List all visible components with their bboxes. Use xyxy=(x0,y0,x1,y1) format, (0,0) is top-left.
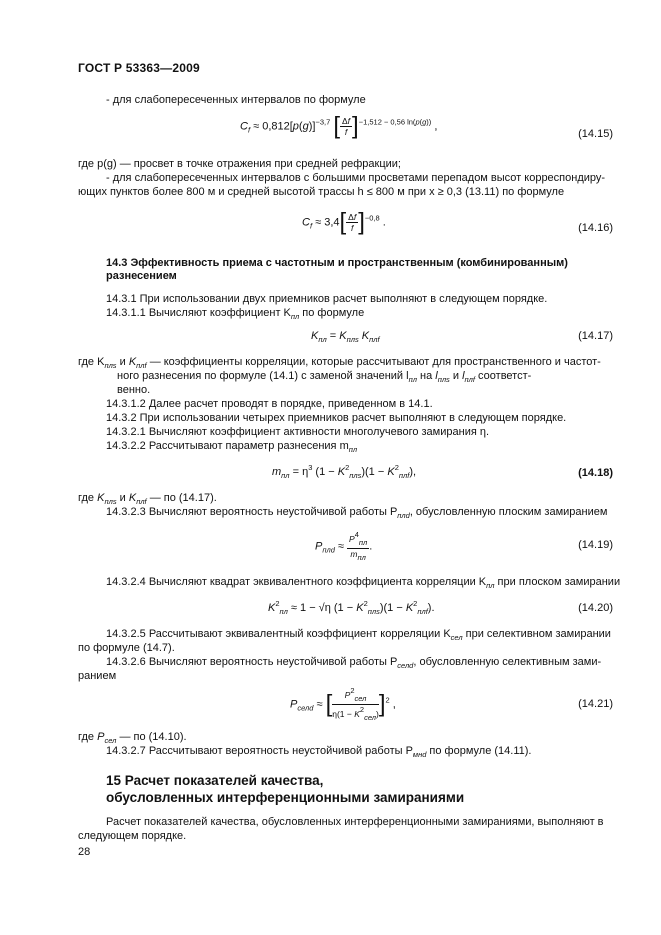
paragraph-14-3-2-5: 14.3.2.5 Рассчитывают эквивалентный коэффициент корреляции $K_{сел}$ при селективном замирании xyxy=(106,628,611,642)
equation-number-14-18: (14.18) xyxy=(578,467,613,479)
section-14-3-title-line1: 14.3 Эффективность приема с частотным и пространственным (комбинированным) xyxy=(106,257,568,269)
paragraph-where-18: где $K_{плs}$ и $K_{плf}$ — по (14.17). xyxy=(78,492,217,506)
equation-number-14-20: (14.20) xyxy=(578,602,613,614)
paragraph-14-3-1-2: 14.3.1.2 Далее расчет проводят в порядке, приведенном в 14.1. xyxy=(106,398,433,410)
paragraph-14-3-2-6: 14.3.2.6 Вычисляют вероятность неустойчивой работы $P_{селd}$, обусловленную селективным зами- xyxy=(106,656,602,670)
formula-14-15: $C_f \approx 0,812[p(g)]^{-3,7}$ [ $\frac{\Delta f}{f}$ ]$^{-1,512 - 0,56 ln(p(g))}$ , xyxy=(240,112,438,140)
paragraph-14-3-2-5-cont: по формуле (14.7). xyxy=(78,642,175,654)
paragraph-14-3-2-3: 14.3.2.3 Вычисляют вероятность неустойчивой работы $P_{плd}$, обусловленную плоским замиранием xyxy=(106,506,608,520)
equation-number-14-16: (14.16) xyxy=(578,222,613,234)
formula-14-19: $P_{плd}$ ≈ $\frac{P^4_{пл}}{m_{пл}}$ . xyxy=(315,530,373,562)
paragraph-14-3-2-6-cont: ранием xyxy=(78,670,117,682)
formula-14-17: $K_{пл} = K_{плs}$ $K_{плf}$ xyxy=(311,330,380,344)
paragraph-15-line1: Расчет показателей качества, обусловленных интерференционными замираниями, выполняют в xyxy=(106,816,604,828)
paragraph-14-3-2: 14.3.2 При использовании четырех приемников расчет выполняют в следующем порядке. xyxy=(106,412,567,424)
paragraph-14-3-2-1: 14.3.2.1 Вычисляют коэффициент активности многолучевого замирания η. xyxy=(106,426,490,438)
formula-14-21: $P_{селd}$ ≈ [ $\frac{P^2_{сел}}{\eta(1 - K^2_{сел})}$ ]$^2$ , xyxy=(290,686,396,722)
formula-14-20: $K^2_{пл} \approx 1 - √\eta$ $(1 - K^2_{плs})(1 - K^2_{плf})$. xyxy=(268,599,435,616)
paragraph-15-line2: следующем порядке. xyxy=(78,830,187,842)
section-14-3-title xyxy=(106,257,626,283)
paragraph-weak-intervals: - для слабопересеченных интервалов по формуле xyxy=(106,94,366,106)
paragraph-14-3-2-4: 14.3.2.4 Вычисляют квадрат эквивалентного коэффициента корреляции $K_{пл}$ при плоском замирании xyxy=(106,576,621,590)
formula-14-16: $C_f \approx 3,4$[ $\frac{\Delta f}{f}$ ]$^{-0,8}$ . xyxy=(302,208,386,236)
equation-number-14-17: (14.17) xyxy=(578,330,613,342)
paragraph-where-pg: где p(g) — просвет в точке отражения при средней рефракции; xyxy=(78,158,401,170)
standard-header: ГОСТ Р 53363—2009 xyxy=(78,61,200,75)
paragraph-where-17-line2: ного разнесения по формуле (14.1) с заменой значений $l_{пл}$ на $l_{плs}$ и $l_{плf}$ соответст- xyxy=(117,370,532,384)
equation-number-14-19: (14.19) xyxy=(578,539,613,551)
equation-number-14-15: (14.15) xyxy=(578,128,613,140)
paragraph-where-21: где $P_{сел}$ — по (14.10). xyxy=(78,731,187,745)
paragraph-where-17-line3: венно. xyxy=(117,384,151,396)
paragraph-14-3-1-1: 14.3.1.1 Вычисляют коэффициент $K_{пл}$ по формуле xyxy=(106,307,365,321)
paragraph-14-3-1: 14.3.1 При использовании двух приемников расчет выполняют в следующем порядке. xyxy=(106,293,548,305)
section-15-title-line1: 15 Расчет показателей качества, xyxy=(106,773,324,788)
paragraph-14-3-2-7: 14.3.2.7 Рассчитывают вероятность неустойчивой работы $P_{мнd}$ по формуле (14.11). xyxy=(106,745,532,759)
paragraph-large-clearance-2: ющих пунктов более 800 м и средней высотой трассы h ≤ 800 м при x ≥ 0,3 (13.11) по формуле xyxy=(78,186,565,198)
section-14-3-title-line2: разнесением xyxy=(106,270,177,282)
equation-number-14-21: (14.21) xyxy=(578,698,613,710)
section-15-title xyxy=(106,772,464,806)
formula-14-18: $m_{пл} = \eta^3$ $(1 - K^2_{плs})(1 - K^2_{плf})$, xyxy=(272,463,417,480)
paragraph-where-17-line1: где $K_{плs}$ и $K_{плf}$ — коэффициенты корреляции, которые рассчитывают для пространственного и частот- xyxy=(78,356,601,370)
page-number: 28 xyxy=(78,846,91,858)
paragraph-14-3-2-2: 14.3.2.2 Рассчитывают параметр разнесения $m_{пл}$ xyxy=(106,440,358,454)
paragraph-large-clearance-1: - для слабопересеченных интервалов с большими просветами перепадом высот корреспондиру- xyxy=(106,172,606,184)
section-15-title-line2: обусловленных интерференционными замираниями xyxy=(106,790,465,805)
